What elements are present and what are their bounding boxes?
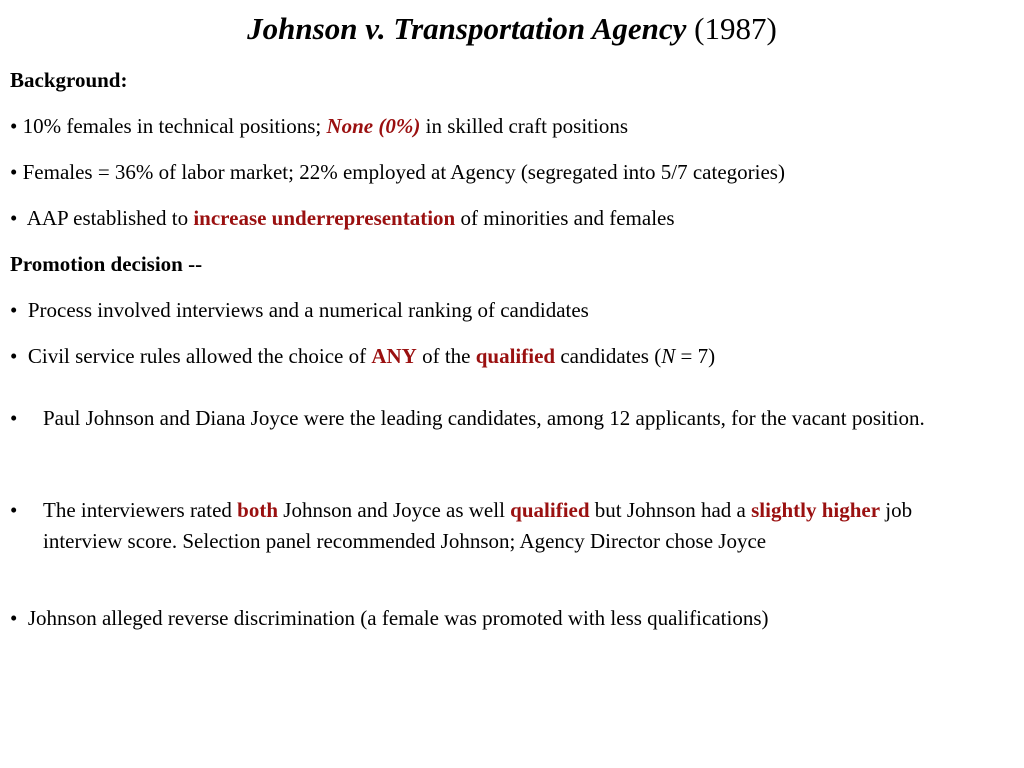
emphasis-text: increase underrepresentation: [193, 206, 456, 230]
bullet: •: [10, 206, 18, 230]
bullet: •: [10, 298, 18, 322]
emphasis-text: both: [237, 498, 279, 522]
bullet: •: [10, 606, 18, 630]
bullet: •: [10, 498, 18, 522]
item-text-block: [43, 495, 970, 557]
emphasis-text: slightly higher: [751, 498, 881, 522]
promotion-item-4: [10, 495, 970, 557]
emphasis-text: qualified: [475, 344, 556, 368]
item-text: = 7): [680, 344, 716, 368]
item-text: in skilled craft positions: [425, 114, 629, 138]
promotion-item-1: [10, 296, 589, 324]
item-text: of minorities and females: [460, 206, 675, 230]
item-text: Process involved interviews and a numerical ranking of candidates: [27, 298, 589, 322]
item-text: Johnson alleged reverse discrimination (a female was promoted with less qualifications): [27, 606, 769, 630]
item-text: job interview score. Selection panel recommended Johnson; Agency Director chose Joyce: [43, 498, 913, 553]
promotion-item-2: [10, 342, 715, 370]
emphasis-text: ANY: [371, 344, 417, 368]
promotion-heading: Promotion decision --: [10, 252, 203, 276]
item-text: Paul Johnson and Diana Joyce were the leading candidates, among 12 applicants, for the vacant position.: [43, 406, 925, 430]
item-text: candidates (: [560, 344, 662, 368]
background-heading: Background:: [10, 68, 128, 92]
emphasis-text: qualified: [510, 498, 590, 522]
background-item-2: [10, 158, 785, 186]
item-text: Johnson and Joyce as well: [283, 498, 505, 522]
emphasis-text: None (0%): [326, 114, 421, 138]
promotion-item-3: [10, 403, 970, 434]
item-text: of the: [422, 344, 471, 368]
item-text: The interviewers rated: [43, 498, 232, 522]
item-text: but Johnson had a: [594, 498, 746, 522]
bullet: •: [10, 344, 18, 368]
bullet: •: [10, 406, 18, 430]
background-item-1: [10, 112, 628, 140]
promotion-item-5: [10, 604, 768, 632]
bullet: •: [10, 160, 18, 184]
case-year: (1987): [694, 11, 777, 46]
item-text: 10% females in technical positions;: [22, 114, 322, 138]
slide-title: [0, 10, 1024, 48]
bullet: •: [10, 114, 18, 138]
background-item-3: [10, 204, 675, 232]
item-text: Civil service rules allowed the choice of: [27, 344, 367, 368]
item-text: AAP established to: [26, 206, 189, 230]
n-symbol: N: [661, 344, 676, 368]
case-name: Johnson v. Transportation Agency: [247, 11, 687, 46]
item-text: Females = 36% of labor market; 22% employed at Agency (segregated into 5/7 categories): [22, 160, 785, 184]
